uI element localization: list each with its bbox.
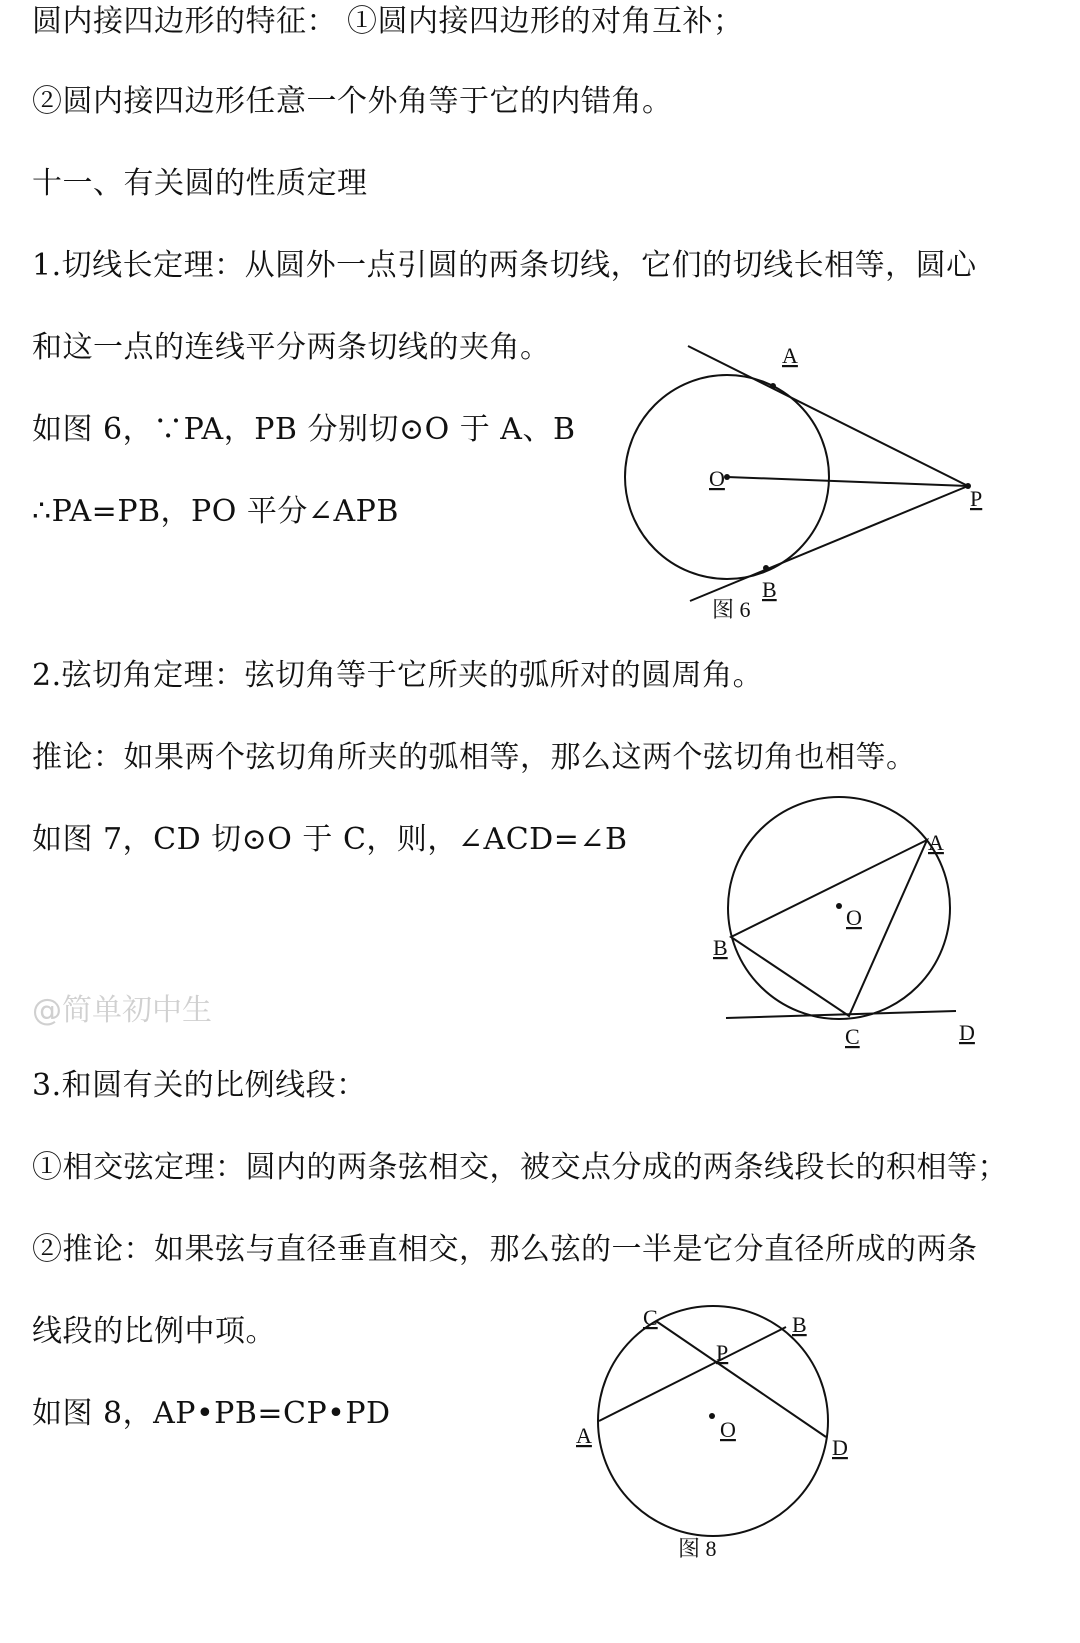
- text-line-1: 圆内接四边形的特征： ①圆内接四边形的对角互补；: [32, 4, 744, 39]
- fig8-label-d: D: [832, 1435, 848, 1460]
- text-line-5: 和这一点的连线平分两条切线的夹角。: [32, 330, 551, 365]
- fig6-point-o: [724, 474, 730, 480]
- fig7-label-a: A: [928, 830, 944, 855]
- figure-6: [625, 346, 968, 601]
- section-heading: 十一、有关圆的性质定理: [32, 166, 368, 201]
- fig7-tangent-cd: [726, 1011, 956, 1018]
- fig7-label-d: D: [959, 1020, 975, 1045]
- text-line-15: 如图 8，AP•PB=CP•PD: [32, 1396, 391, 1431]
- fig7-point-o: [836, 903, 842, 909]
- fig7-triangle-abc: [731, 840, 927, 1016]
- fig8-circle: [598, 1306, 828, 1536]
- text-line-11: 3.和圆有关的比例线段：: [32, 1068, 367, 1103]
- text-line-10: 如图 7，CD 切⊙O 于 C，则，∠ACD=∠B: [32, 822, 628, 857]
- fig6-line-po: [727, 477, 968, 486]
- fig8-chord-ab: [599, 1327, 786, 1421]
- fig6-point-a: [770, 383, 776, 389]
- fig6-tangent-pb: [690, 486, 968, 601]
- fig6-label-o: O: [709, 466, 725, 491]
- text-line-7: ∴PA=PB，PO 平分∠APB: [32, 494, 399, 529]
- fig6-point-b: [763, 565, 769, 571]
- fig8-caption: 图 8: [678, 1536, 717, 1561]
- fig7-label-o: O: [846, 905, 862, 930]
- fig6-label-b: B: [762, 577, 777, 602]
- figure-8: [598, 1306, 828, 1536]
- text-line-9: 推论：如果两个弦切角所夹的弧相等，那么这两个弦切角也相等。: [32, 740, 917, 775]
- fig7-label-b: B: [713, 935, 728, 960]
- fig7-label-c: C: [845, 1024, 860, 1049]
- text-line-8: 2.弦切角定理：弦切角等于它所夹的弧所对的圆周角。: [32, 658, 764, 693]
- text-line-4: 1.切线长定理：从圆外一点引圆的两条切线，它们的切线长相等，圆心: [32, 248, 977, 283]
- text-line-13: ②推论：如果弦与直径垂直相交，那么弦的一半是它分直径所成的两条: [32, 1232, 978, 1267]
- fig8-label-a: A: [576, 1423, 592, 1448]
- watermark: @简单初中生: [32, 993, 212, 1028]
- fig6-label-p: P: [970, 486, 983, 511]
- fig6-caption: 图 6: [712, 597, 751, 622]
- text-line-14: 线段的比例中项。: [32, 1314, 276, 1349]
- fig8-label-c: C: [643, 1305, 658, 1330]
- fig8-label-o: O: [720, 1417, 736, 1442]
- text-line-12: ①相交弦定理：圆内的两条弦相交，被交点分成的两条线段长的积相等；: [32, 1150, 1008, 1185]
- fig8-label-p: P: [716, 1340, 729, 1365]
- fig6-label-a: A: [782, 343, 798, 368]
- fig8-label-b: B: [792, 1312, 807, 1337]
- text-line-2: ②圆内接四边形任意一个外角等于它的内错角。: [32, 84, 673, 119]
- text-line-6: 如图 6，∵PA，PB 分别切⊙O 于 A、B: [32, 412, 576, 447]
- fig8-point-o: [709, 1413, 715, 1419]
